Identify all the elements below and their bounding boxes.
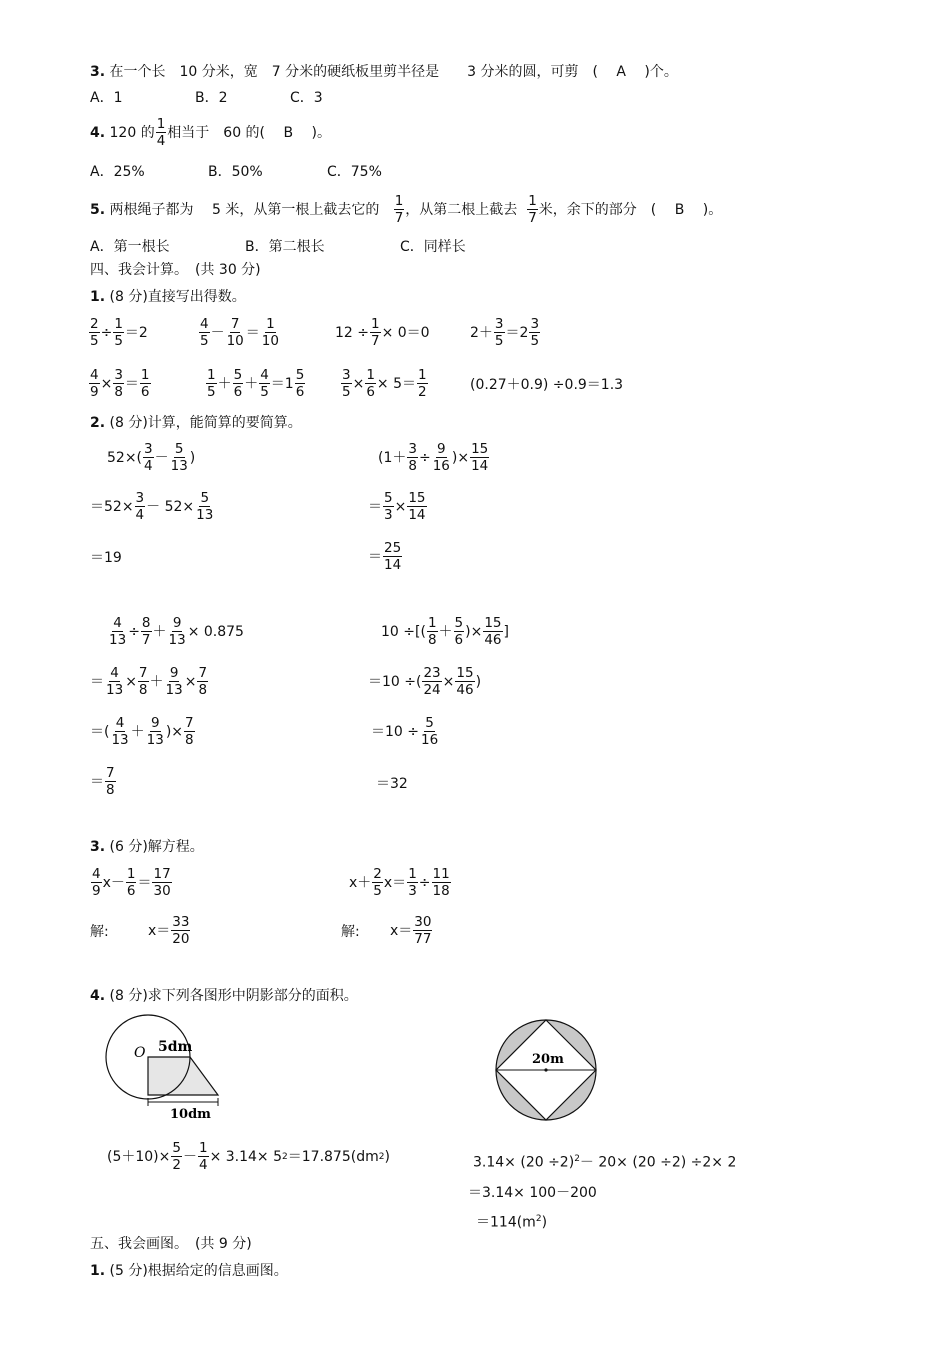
section5-heading: 五、我会画图。 (共 9 分)	[90, 1236, 252, 1252]
simp2-line2: ＝ $\frac{5}{3}$ × $\frac{15}{14}$	[368, 490, 426, 523]
simp1-line1: 52× ( $\frac{3}{4}$ － $\frac{5}{13}$ )	[107, 441, 196, 474]
s4-p3: 3. (6 分)解方程。	[90, 839, 204, 855]
q5	[90, 193, 722, 226]
simp3-line4: ＝ $\frac{7}{8}$	[90, 765, 115, 798]
q5-text3: 米，余下的部分 ( B )。	[538, 201, 723, 218]
simp3-line2: ＝ $\frac{4}{13}$ × $\frac{7}{8}$ ＋ $\frac{9}{13}$ × $\frac{7}{8}$	[90, 665, 208, 698]
q5-num: 5.	[90, 201, 106, 218]
simp3-line3: ＝( $\frac{4}{13}$ ＋ $\frac{9}{13}$ )× $\frac{7}{8}$	[90, 715, 194, 748]
simp3-line1: $\frac{4}{13}$ ÷ $\frac{8}{7}$ ＋ $\frac{9}{13}$ × 0.875	[109, 615, 244, 648]
calc-2-3: $\frac{3}{5}$ × $\frac{1}{6}$ × 5＝ $\frac{1}{2}$	[342, 367, 427, 400]
q3-option-b: B．2	[195, 90, 228, 106]
equation2-answer: x＝ $\frac{30}{77}$	[390, 914, 432, 947]
simp4-line3: ＝10 ÷ $\frac{5}{16}$	[371, 715, 439, 748]
calc-2-1: $\frac{4}{9}$ × $\frac{3}{8}$ ＝ $\frac{1}{6}$	[90, 367, 150, 400]
calc-1-1: $\frac{2}{5}$ ÷ $\frac{1}{5}$ ＝2	[90, 316, 148, 349]
area2-line1: $3.14\times (20 \div 2)^2- 20\times (20 \div 2) \div 2\times 2$	[473, 1154, 737, 1171]
s4-p1: 1. (8 分)直接写出得数。	[90, 289, 246, 305]
area2-line3: $=114(m^2)$	[476, 1214, 548, 1231]
s4-p4: 4. (8 分)求下列各图形中阴影部分的面积。	[90, 988, 358, 1004]
shaded-region	[148, 1057, 218, 1095]
label-radius: 5dm	[158, 1039, 193, 1055]
equation2: x＋ $\frac{2}{5}$ x＝ $\frac{1}{3}$ ÷ $\frac{11}{18}$	[349, 866, 450, 899]
solve-label-1: 解:	[90, 924, 109, 940]
figure-circle-trapezoid	[100, 1010, 230, 1125]
simp4-line2: ＝10 ÷ ( $\frac{23}{24}$ × $\frac{15}{46}$ )	[368, 665, 482, 698]
q5-option-b: B．第二根长	[245, 239, 325, 255]
q4-option-a: A．25%	[90, 164, 145, 180]
q4	[90, 116, 331, 149]
simp1-line2: ＝52× $\frac{3}{4}$ － 52× $\frac{5}{13}$	[90, 490, 214, 523]
q4-fraction: $\frac{1}{4}$	[156, 116, 166, 149]
equation1-answer: x＝ $\frac{33}{20}$	[148, 914, 190, 947]
label-width: 10dm	[170, 1107, 211, 1122]
q3-option-c: C．3	[290, 90, 323, 106]
s5-p1: 1. (5 分)根据给定的信息画图。	[90, 1263, 288, 1279]
q4-option-b: B．50%	[208, 164, 263, 180]
q3-num: 3.	[90, 64, 106, 80]
q3-option-a: A．1	[90, 90, 123, 106]
simp4-line4: ＝32	[376, 776, 408, 792]
calc-2-4: (0.27＋0.9) ÷0.9＝1.3	[470, 377, 624, 393]
simp1-line3: ＝19	[90, 550, 122, 566]
q4-option-c: C．75%	[327, 164, 382, 180]
q3	[90, 63, 678, 81]
q5-text2: ，从第二根上截去	[405, 201, 518, 218]
q5-fraction2: $\frac{1}{7}$	[528, 193, 537, 226]
simp2-line3: ＝ $\frac{25}{14}$	[368, 540, 402, 573]
calc-1-4: 2＋ $\frac{3}{5}$ ＝2 $\frac{3}{5}$	[470, 316, 540, 349]
label-center: O	[134, 1045, 146, 1061]
figure-circle-square	[492, 1017, 600, 1123]
center-dot	[544, 1068, 547, 1071]
s4-p2: 2. (8 分)计算，能简算的要简算。	[90, 415, 302, 431]
q4-post: 相当于 60 的( B )。	[167, 124, 331, 141]
area2-line2: ＝3.14× 100－200	[468, 1185, 597, 1201]
calc-1-2: $\frac{4}{5}$ － $\frac{7}{10}$ ＝ $\frac{1}{10}$	[200, 316, 279, 349]
q5-text1: 两根绳子都为 5 米，从第一根上截去它的	[109, 201, 380, 218]
q4-pre: 120 的	[109, 124, 155, 141]
label-diameter: 20m	[532, 1052, 564, 1067]
q5-option-a: A．第一根长	[90, 239, 170, 255]
calc-2-2: $\frac{1}{5}$ ＋ $\frac{5}{6}$ ＋ $\frac{4}{5}$ ＝1 $\frac{5}{6}$	[207, 367, 305, 400]
section4-heading: 四、我会计算。 (共 30 分)	[90, 262, 261, 278]
simp4-line1: 10 ÷ [( $\frac{1}{8}$ ＋ $\frac{5}{6}$ )× $\frac{15}{46}$ ]	[381, 615, 509, 648]
equation1: $\frac{4}{9}$ x－ $\frac{1}{6}$ ＝ $\frac{17}{30}$	[92, 866, 171, 899]
calc-1-3: 12 ÷ $\frac{1}{7}$ × 0＝0	[335, 316, 430, 349]
q5-fraction1: $\frac{1}{7}$	[394, 193, 404, 226]
q3-text: 在一个长 10 分米，宽 7 分米的硬纸板里剪半径是 3 分米的圆，可剪 ( A )个。	[109, 64, 678, 80]
simp2-line1: (1＋ $\frac{3}{8}$ ÷ $\frac{9}{16}$ )× $\frac{15}{14}$	[378, 441, 489, 474]
q4-num: 4.	[90, 124, 106, 141]
area1-solution: (5＋10)× $\frac{5}{2}$ － $\frac{1}{4}$ × 3.14× 5 2 ＝17.875(dm 2 )	[107, 1140, 390, 1173]
solve-label-2: 解:	[341, 924, 360, 940]
q5-option-c: C．同样长	[400, 239, 466, 255]
